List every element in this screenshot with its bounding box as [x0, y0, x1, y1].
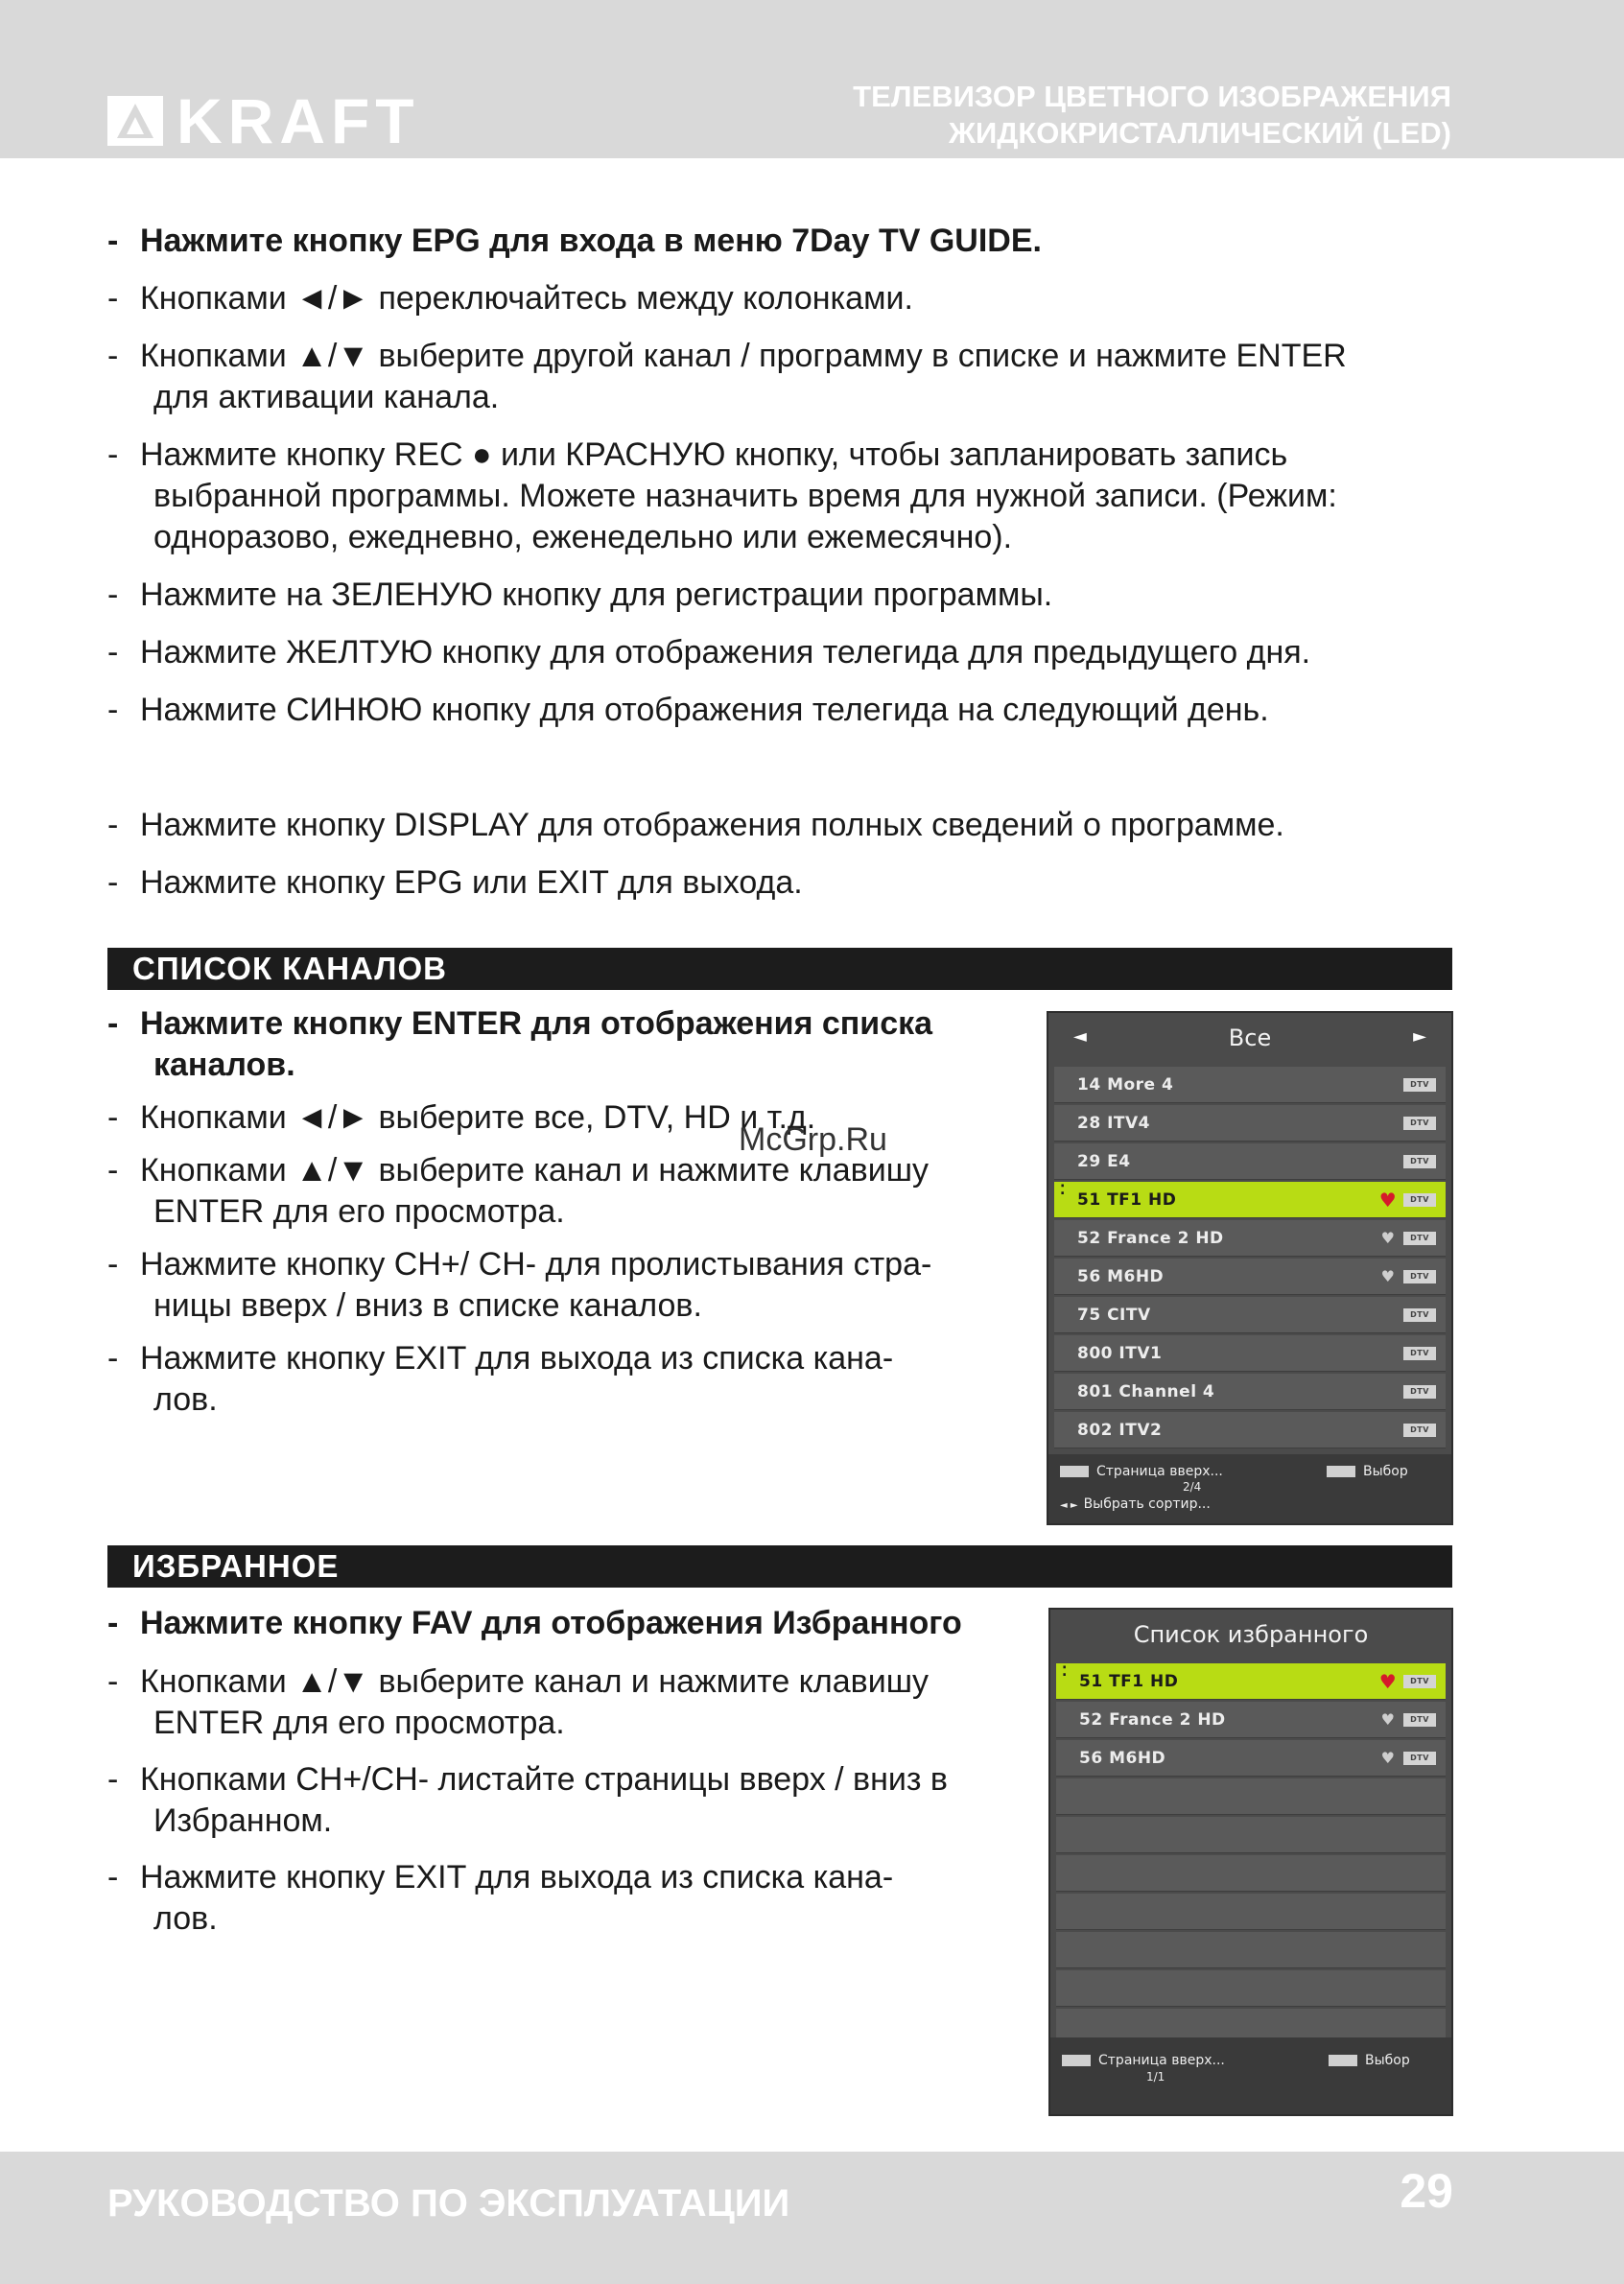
dtv-badge: DTV	[1403, 1675, 1436, 1688]
channel-row[interactable]	[1056, 1663, 1446, 1700]
channel-row[interactable]	[1056, 1702, 1446, 1738]
instruction-item	[107, 1759, 1019, 1842]
dtv-badge: DTV	[1403, 1155, 1436, 1168]
instruction-item	[107, 336, 1452, 418]
channel-name: 75 CITV	[1077, 1305, 1151, 1325]
channel-row[interactable]	[1054, 1374, 1446, 1410]
channel-name: 801 Channel 4	[1077, 1381, 1215, 1401]
bullet-dash: -	[107, 577, 119, 613]
section-title-channels: СПИСОК КАНАЛОВ	[132, 951, 447, 986]
brand-name: KRAFT	[177, 85, 420, 156]
dtv-badge: DTV	[1403, 1424, 1436, 1437]
fav-footer-page-count: 1/1	[1146, 2070, 1165, 2084]
dtv-badge: DTV	[1403, 1385, 1436, 1399]
section-title-favorites: ИЗБРАННОЕ	[132, 1548, 340, 1584]
brand-logo	[107, 85, 420, 156]
bullet-dash: -	[107, 338, 119, 374]
empty-row	[1056, 1817, 1446, 1853]
section-bar-channels	[107, 948, 1452, 990]
instruction-item	[107, 1244, 1019, 1327]
header-title-line2: ЖИДКОКРИСТАЛЛИЧЕСКИЙ (LED)	[948, 116, 1451, 150]
channel-row[interactable]	[1054, 1105, 1446, 1142]
instruction-line: Нажмите кнопку REC ● или КРАСНУЮ кнопку, чтобы запланировать запись	[140, 436, 1288, 473]
channel-list-filter: Все	[1228, 1024, 1272, 1051]
instruction-line: Кнопками ▲/▼ выберите другой канал / программу в списке и нажмите ENTER	[140, 338, 1347, 374]
channel-name: 51 TF1 HD	[1077, 1189, 1177, 1210]
channel-name: 29 E4	[1077, 1151, 1131, 1171]
instruction-line: для активации канала.	[153, 379, 500, 415]
bullet-dash: -	[107, 1099, 119, 1136]
channel-row[interactable]	[1054, 1143, 1446, 1180]
enter-key-icon	[1327, 1466, 1355, 1477]
channel-row[interactable]	[1054, 1220, 1446, 1257]
channel-row[interactable]	[1054, 1067, 1446, 1103]
instruction-item	[107, 1857, 1019, 1940]
channel-list-screen	[1047, 1011, 1453, 1525]
page-footer	[0, 2152, 1624, 2284]
favorite-heart-icon: ♥	[1380, 1710, 1396, 1729]
favorite-heart-icon: ♥	[1380, 1749, 1396, 1767]
instruction-line: Нажмите СИНЮЮ кнопку для отображения телегида на следующий день.	[140, 692, 1269, 728]
header-title-line1: ТЕЛЕВИЗОР ЦВЕТНОГО ИЗОБРАЖЕНИЯ	[853, 80, 1451, 113]
bullet-dash: -	[107, 1859, 119, 1895]
fav-footer-select-hint: Выбор	[1329, 2053, 1410, 2068]
channel-row[interactable]	[1056, 1740, 1446, 1777]
bullet-dash: -	[107, 692, 119, 728]
favorites-instructions	[107, 1603, 1019, 1940]
instruction-item	[107, 1661, 1019, 1744]
instruction-item	[107, 575, 1452, 616]
channel-row[interactable]	[1054, 1297, 1446, 1333]
instruction-line: Нажмите кнопку DISPLAY для отображения полных сведений о программе.	[140, 807, 1284, 843]
channel-name: 52 France 2 HD	[1077, 1228, 1224, 1248]
instruction-line: лов.	[153, 1900, 218, 1937]
channel-row[interactable]	[1054, 1335, 1446, 1372]
instruction-item	[107, 278, 1452, 319]
arrow-right-icon[interactable]: ►	[1413, 1026, 1426, 1047]
section-bar-favorites	[107, 1545, 1452, 1588]
bullet-dash: -	[107, 280, 119, 317]
channel-list-header	[1048, 1013, 1451, 1067]
instruction-item	[107, 1003, 1019, 1086]
instruction-item	[107, 632, 1452, 673]
instruction-line: Кнопками ◄/► выберите все, DTV, HD и т.д.	[140, 1099, 816, 1136]
instruction-line: Нажмите кнопку EXIT для выхода из списка кана-	[140, 1859, 894, 1895]
bullet-dash: -	[107, 1246, 119, 1283]
page-header	[0, 0, 1624, 158]
fav-enter-key-icon	[1329, 2055, 1357, 2066]
header-title	[853, 79, 1451, 152]
dtv-badge: DTV	[1403, 1347, 1436, 1360]
favorite-heart-icon: ♥	[1378, 1669, 1398, 1693]
dtv-badge: DTV	[1403, 1078, 1436, 1092]
selection-marker-icon: ⁚	[1062, 1664, 1068, 1680]
bullet-dash: -	[107, 864, 119, 901]
instruction-line: одноразово, ежедневно, еженедельно или ежемесячно).	[153, 519, 1013, 555]
channel-list-rows	[1048, 1067, 1451, 1448]
instruction-line: лов.	[153, 1381, 218, 1418]
channels-instructions	[107, 1003, 1019, 1432]
bullet-dash: -	[107, 1005, 119, 1042]
page-number: 29	[1400, 2164, 1453, 2218]
instruction-line: Нажмите кнопку EPG для входа в меню 7Day TV GUIDE.	[140, 223, 1042, 259]
left-right-icon: ◄ ►	[1060, 1500, 1078, 1511]
arrow-left-icon[interactable]: ◄	[1073, 1026, 1087, 1047]
instruction-item	[107, 690, 1452, 731]
favorites-header	[1050, 1610, 1451, 1663]
instruction-line: Нажмите кнопку CH+/ CH- для пролистывания стра-	[140, 1246, 932, 1283]
bullet-dash: -	[107, 1340, 119, 1377]
bullet-dash: -	[107, 1152, 119, 1189]
footer-sort-hint: ◄ ► Выбрать сортир...	[1060, 1496, 1211, 1512]
channel-name: 28 ITV4	[1077, 1113, 1150, 1133]
instruction-line: Нажмите кнопку EPG или EXIT для выхода.	[140, 864, 803, 901]
footer-page-count: 2/4	[1183, 1480, 1202, 1494]
logo-mark-icon	[107, 96, 163, 146]
channel-list-footer	[1048, 1454, 1451, 1523]
instruction-line: Кнопками ▲/▼ выберите канал и нажмите клавишу	[140, 1663, 930, 1700]
channel-name: 14 More 4	[1077, 1074, 1174, 1095]
watermark: McGrp.Ru	[739, 1121, 887, 1158]
epg-instructions	[107, 221, 1452, 904]
selection-marker-icon: ⁚	[1060, 1183, 1066, 1198]
instruction-item	[107, 1603, 1019, 1644]
favorites-screen	[1048, 1608, 1453, 2116]
channel-row[interactable]	[1054, 1182, 1446, 1218]
instruction-line: Кнопками CH+/CH- листайте страницы вверх / вниз в	[140, 1761, 948, 1798]
empty-row	[1056, 1855, 1446, 1892]
favorites-rows	[1050, 1663, 1451, 2045]
page-key-icon	[1060, 1466, 1089, 1477]
bullet-dash: -	[107, 807, 119, 843]
instruction-line: Избранном.	[153, 1802, 333, 1839]
favorite-heart-icon: ♥	[1380, 1229, 1396, 1247]
instruction-line: Нажмите кнопку FAV для отображения Избранного	[140, 1605, 962, 1641]
dtv-badge: DTV	[1403, 1308, 1436, 1322]
footer-page-hint: Страница вверх...	[1060, 1464, 1223, 1479]
instruction-line: Нажмите кнопку ENTER для отображения списка	[140, 1005, 933, 1042]
empty-row	[1056, 1970, 1446, 2007]
dtv-badge: DTV	[1403, 1193, 1436, 1207]
bullet-dash: -	[107, 436, 119, 473]
fav-footer-page-hint: Страница вверх...	[1062, 2053, 1225, 2068]
instruction-line: ENTER для его просмотра.	[153, 1193, 565, 1230]
instruction-item	[107, 805, 1452, 846]
bullet-dash: -	[107, 1663, 119, 1700]
favorite-heart-icon: ♥	[1378, 1188, 1398, 1212]
footer-title: РУКОВОДСТВО ПО ЭКСПЛУАТАЦИИ	[107, 2182, 790, 2225]
dtv-badge: DTV	[1403, 1752, 1436, 1765]
bullet-dash: -	[107, 223, 119, 259]
channel-name: 800 ITV1	[1077, 1343, 1163, 1363]
channel-row[interactable]	[1054, 1259, 1446, 1295]
channel-name: 802 ITV2	[1077, 1420, 1163, 1440]
instruction-line: Нажмите кнопку EXIT для выхода из списка кана-	[140, 1340, 894, 1377]
channel-name: 56 M6HD	[1077, 1266, 1165, 1286]
instruction-line: Кнопками ▲/▼ выберите канал и нажмите клавишу	[140, 1152, 930, 1189]
instruction-line: Нажмите на ЗЕЛЕНУЮ кнопку для регистрации программы.	[140, 577, 1053, 613]
instruction-item	[107, 862, 1452, 904]
dtv-badge: DTV	[1403, 1117, 1436, 1130]
channel-name: 56 M6HD	[1079, 1748, 1166, 1768]
empty-row	[1056, 1932, 1446, 1968]
instruction-line: ENTER для его просмотра.	[153, 1705, 565, 1741]
channel-row[interactable]	[1054, 1412, 1446, 1448]
bullet-dash: -	[107, 634, 119, 671]
instruction-line: ницы вверх / вниз в списке каналов.	[153, 1287, 702, 1324]
favorites-footer	[1050, 2037, 1451, 2114]
instruction-item	[107, 1150, 1019, 1233]
footer-select-hint: Выбор	[1327, 1464, 1408, 1479]
bullet-dash: -	[107, 1605, 119, 1641]
channel-name: 51 TF1 HD	[1079, 1671, 1179, 1691]
empty-row	[1056, 1778, 1446, 1815]
dtv-badge: DTV	[1403, 1713, 1436, 1727]
instruction-item	[107, 1338, 1019, 1421]
dtv-badge: DTV	[1403, 1232, 1436, 1245]
favorite-heart-icon: ♥	[1380, 1267, 1396, 1285]
favorites-title: Список избранного	[1133, 1621, 1369, 1648]
instruction-line: Кнопками ◄/► переключайтесь между колонками.	[140, 280, 913, 317]
instruction-line: каналов.	[153, 1047, 295, 1083]
instruction-item	[107, 435, 1452, 558]
fav-page-key-icon	[1062, 2055, 1091, 2066]
instruction-item	[107, 221, 1452, 262]
channel-name: 52 France 2 HD	[1079, 1709, 1226, 1730]
instruction-line: Нажмите ЖЕЛТУЮ кнопку для отображения телегида для предыдущего дня.	[140, 634, 1311, 671]
instruction-line: выбранной программы. Можете назначить время для нужной записи. (Режим:	[153, 478, 1337, 514]
dtv-badge: DTV	[1403, 1270, 1436, 1283]
empty-row	[1056, 1894, 1446, 1930]
bullet-dash: -	[107, 1761, 119, 1798]
